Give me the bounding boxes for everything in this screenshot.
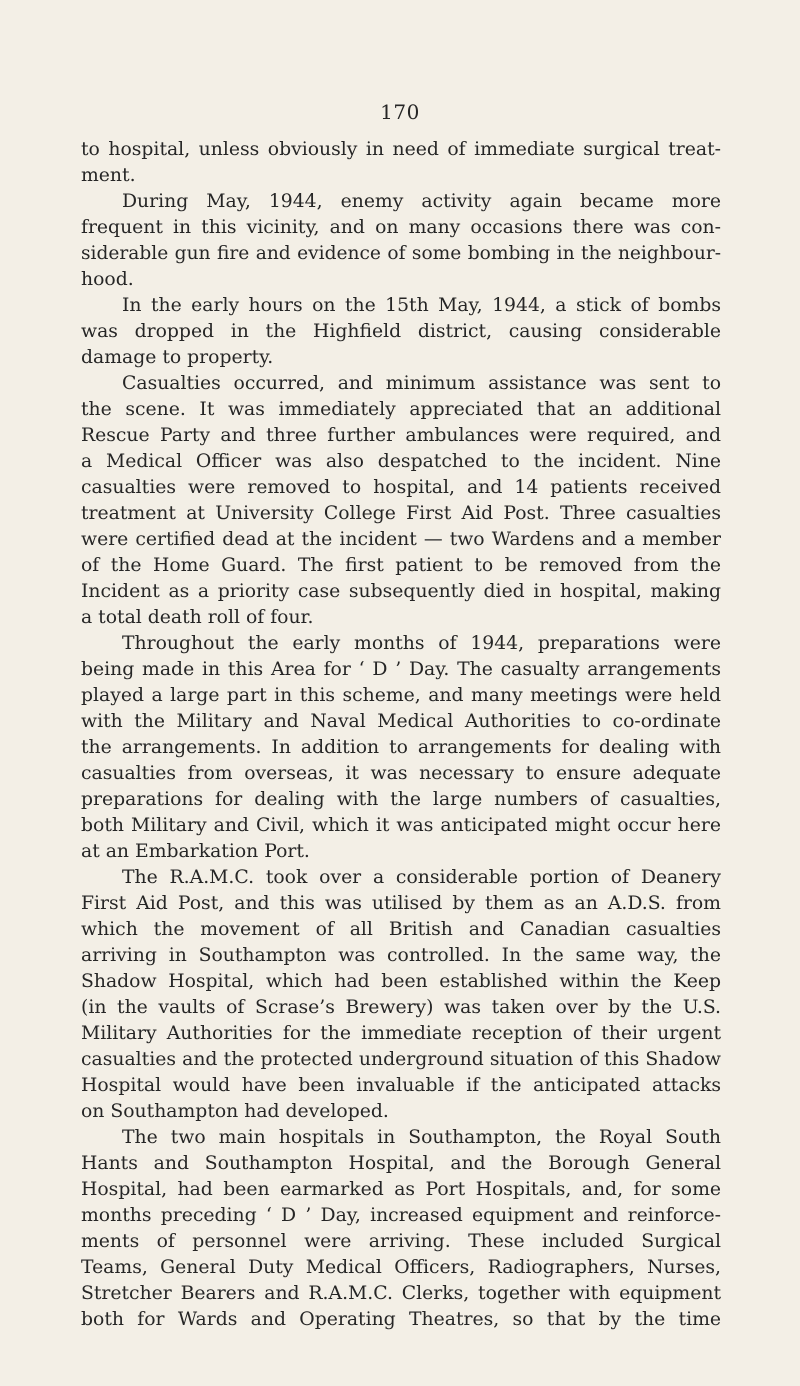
text-line: treatment at University College First Aid Post. Three casualties (81, 503, 721, 524)
text-line: casualties were removed to hospital, and 14 patients received (81, 477, 721, 498)
text-line: preparations for dealing with the large numbers of casualties, (81, 789, 721, 810)
text-line: ment. (81, 165, 136, 186)
text-line: on Southampton had developed. (81, 1101, 389, 1122)
text-line: During May, 1944, enemy activity again became more (122, 191, 721, 212)
text-line: (in the vaults of Scrase’s Brewery) was taken over by the U.S. (81, 997, 721, 1018)
text-line: Stretcher Bearers and R.A.M.C. Clerks, together with equipment (81, 1283, 721, 1304)
text-line: casualties from overseas, it was necessary to ensure adequate (81, 763, 721, 784)
text-line: arriving in Southampton was controlled. In the same way, the (81, 945, 721, 966)
text-line: damage to property. (81, 347, 274, 368)
text-line: Casualties occurred, and minimum assistance was sent to (122, 373, 721, 394)
body-text (81, 137, 721, 1333)
text-line: Rescue Party and three further ambulances were required, and (81, 425, 721, 446)
text-line: of the Home Guard. The first patient to be removed from the (81, 555, 721, 576)
text-line: Incident as a priority case subsequently died in hospital, making (81, 581, 721, 602)
text-line: frequent in this vicinity, and on many occasions there was con- (81, 217, 721, 238)
text-line: the scene. It was immediately appreciated that an additional (81, 399, 721, 420)
text-line: both for Wards and Operating Theatres, so that by the time (81, 1309, 721, 1330)
text-line: with the Military and Naval Medical Authorities to co-ordinate (81, 711, 721, 732)
text-line: Military Authorities for the immediate reception of their urgent (81, 1023, 721, 1044)
text-line: The two main hospitals in Southampton, the Royal South (122, 1127, 721, 1148)
text-line: the arrangements. In addition to arrangements for dealing with (81, 737, 721, 758)
text-line: were certified dead at the incident — two Wardens and a member (81, 529, 721, 550)
text-line: being made in this Area for ‘ D ’ Day. The casualty arrangements (81, 659, 721, 680)
text-line: which the movement of all British and Canadian casualties (81, 919, 721, 940)
text-line: Shadow Hospital, which had been established within the Keep (81, 971, 721, 992)
text-line: ments of personnel were arriving. These included Surgical (81, 1231, 721, 1252)
text-line: a total death roll of four. (81, 607, 314, 628)
text-line: Hants and Southampton Hospital, and the Borough General (81, 1153, 721, 1174)
text-line: In the early hours on the 15th May, 1944, a stick of bombs (122, 295, 721, 316)
text-line: months preceding ‘ D ’ Day, increased equipment and reinforce- (81, 1205, 721, 1226)
text-line: Teams, General Duty Medical Officers, Radiographers, Nurses, (81, 1257, 721, 1278)
text-line: to hospital, unless obviously in need of immediate surgical treat- (81, 139, 721, 160)
page-number: 170 (380, 100, 420, 124)
text-line: both Military and Civil, which it was anticipated might occur here (81, 815, 721, 836)
text-line: casualties and the protected underground situation of this Shadow (81, 1049, 721, 1070)
text-line: at an Embarkation Port. (81, 841, 310, 862)
text-line: Throughout the early months of 1944, preparations were (122, 633, 721, 654)
text-line: The R.A.M.C. took over a considerable portion of Deanery (122, 867, 721, 888)
text-line: hood. (81, 269, 134, 290)
text-line: siderable gun fire and evidence of some bombing in the neighbour- (81, 243, 721, 264)
text-line: a Medical Officer was also despatched to the incident. Nine (81, 451, 721, 472)
text-line: First Aid Post, and this was utilised by them as an A.D.S. from (81, 893, 721, 914)
text-line: Hospital, had been earmarked as Port Hospitals, and, for some (81, 1179, 721, 1200)
text-line: played a large part in this scheme, and many meetings were held (81, 685, 721, 706)
text-line: was dropped in the Highfield district, causing considerable (81, 321, 721, 342)
text-line: Hospital would have been invaluable if the anticipated attacks (81, 1075, 721, 1096)
